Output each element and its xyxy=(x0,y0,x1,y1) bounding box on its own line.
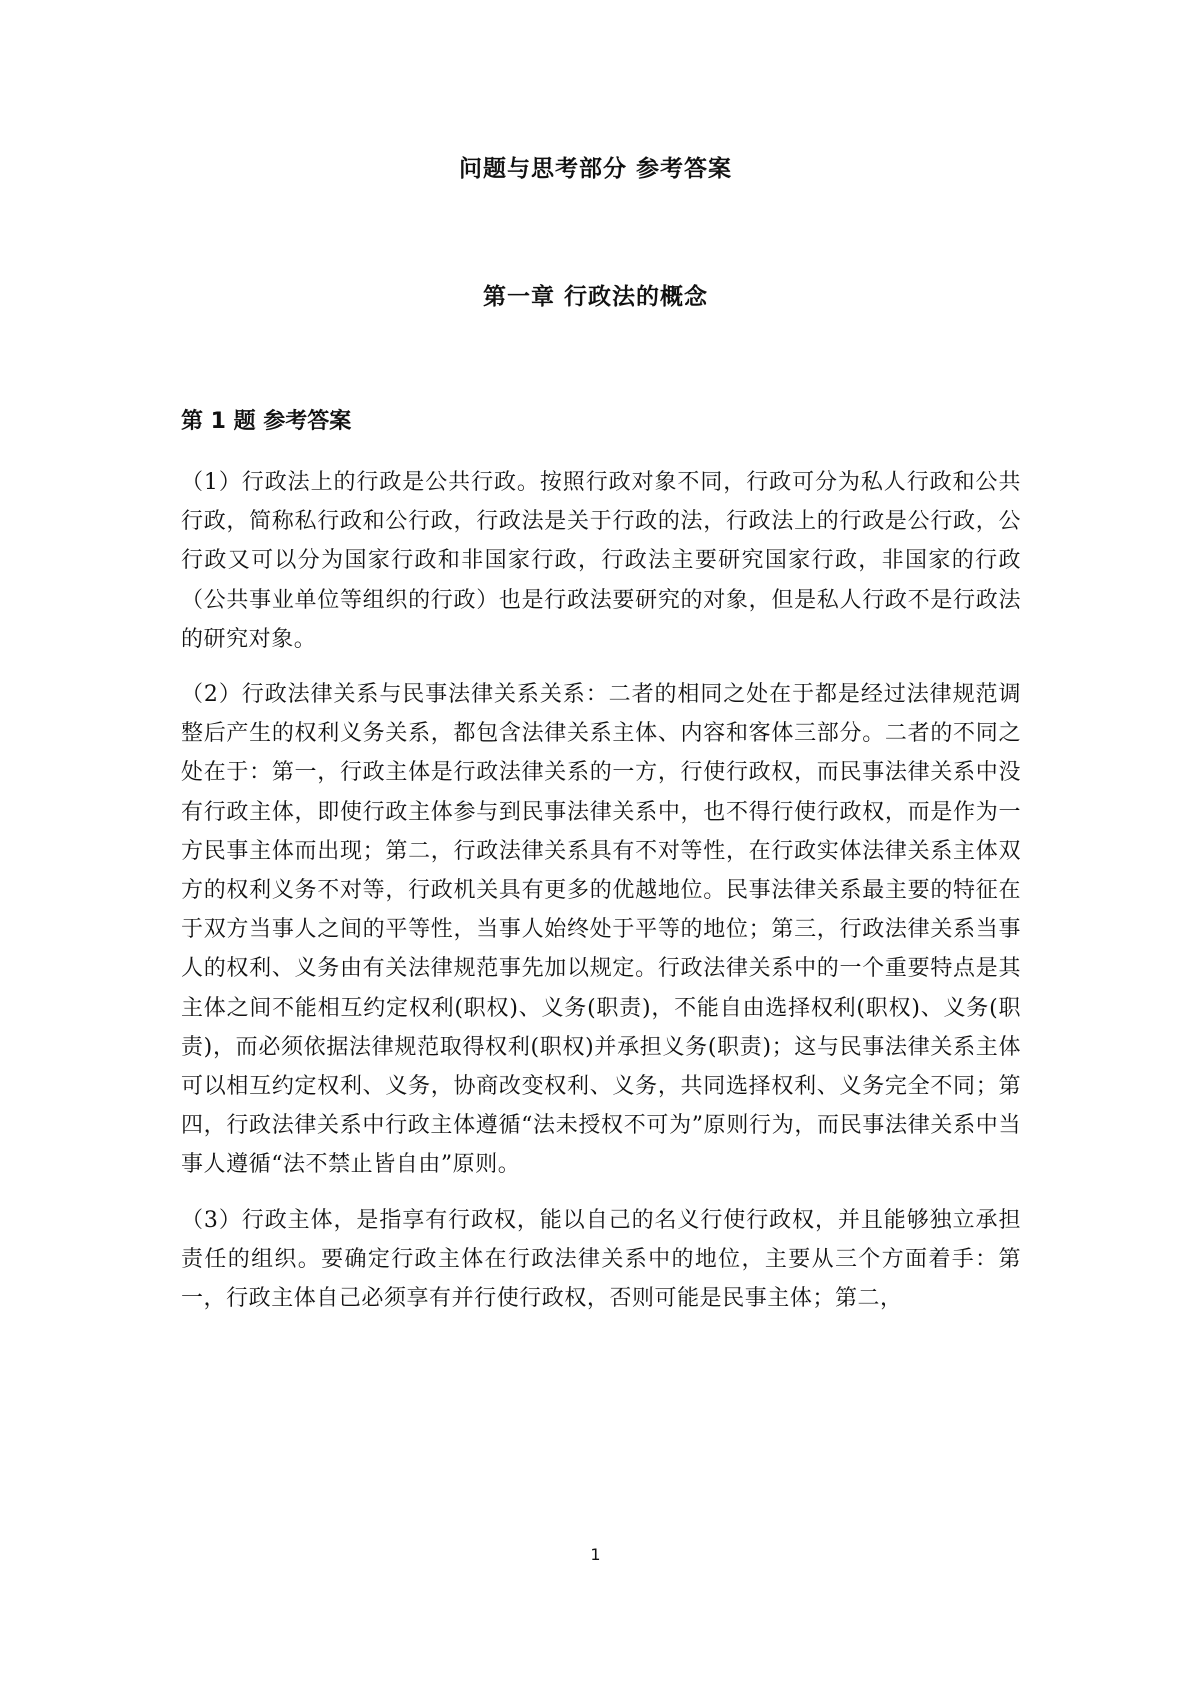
question-heading: 第 1 题 参考答案 xyxy=(181,409,352,434)
page-number: 1 xyxy=(590,1545,601,1564)
document-title: 问题与思考部分 参考答案 xyxy=(458,156,732,182)
answer-paragraph-1: （1）行政法上的行政是公共行政。按照行政对象不同，行政可分为私人行政和公共行政，简称私行政和公行政，行政法是关于行政的法，行政法上的行政是公行政，公行政又可以分为国家行政和非国家行政，行政法主要研究国家行政，非国家的行政（公共事业单位等组织的行政）也是行政法要研究的对象，但是私人行政不是行政法的研究对象。 xyxy=(181,470,1021,652)
answer-body xyxy=(181,463,1021,1334)
answer-paragraph-3: （3）行政主体，是指享有行政权，能以自己的名义行使行政权，并且能够独立承担责任的组织。要确定行政主体在行政法律关系中的地位，主要从三个方面着手：第一，行政主体自己必须享有并行使行政权，否则可能是民事主体；第二， xyxy=(181,1207,1021,1312)
chapter-title: 第一章 行政法的概念 xyxy=(482,284,708,310)
answer-paragraph-2: （2）行政法律关系与民事法律关系关系：二者的相同之处在于都是经过法律规范调整后产生的权利义务关系，都包含法律关系主体、内容和客体三部分。二者的不同之处在于：第一，行政主体是行政法律关系的一方，行使行政权，而民事法律关系中没有行政主体，即使行政主体参与到民事法律关系中，也不得行使行政权，而是作为一方民事主体而出现；第二，行政法律关系具有不对等性，在行政实体法律关系主体双方的权利义务不对等，行政机关具有更多的优越地位。民事法律关系最主要的特征在于双方当事人之间的平等性，当事人始终处于平等的地位；第三，行政法律关系当事人的权利、义务由有关法律规范事先加以规定。行政法律关系中的一个重要特点是其主体之间不能相互约定权利(职权)、义务(职责)，不能自由选择权利(职权)、义务(职责)，而必须依据法律规范取得权利(职权)并承担义务(职责)；这与民事法律关系主体可以相互约定权利、义务，协商改变权利、义务，共同选择权利、义务完全不同；第四，行政法律关系中行政主体遵循“法未授权不可为”原则行为，而民事法律关系中当事人遵循“法不禁止皆自由”原则。 xyxy=(181,682,1021,1178)
